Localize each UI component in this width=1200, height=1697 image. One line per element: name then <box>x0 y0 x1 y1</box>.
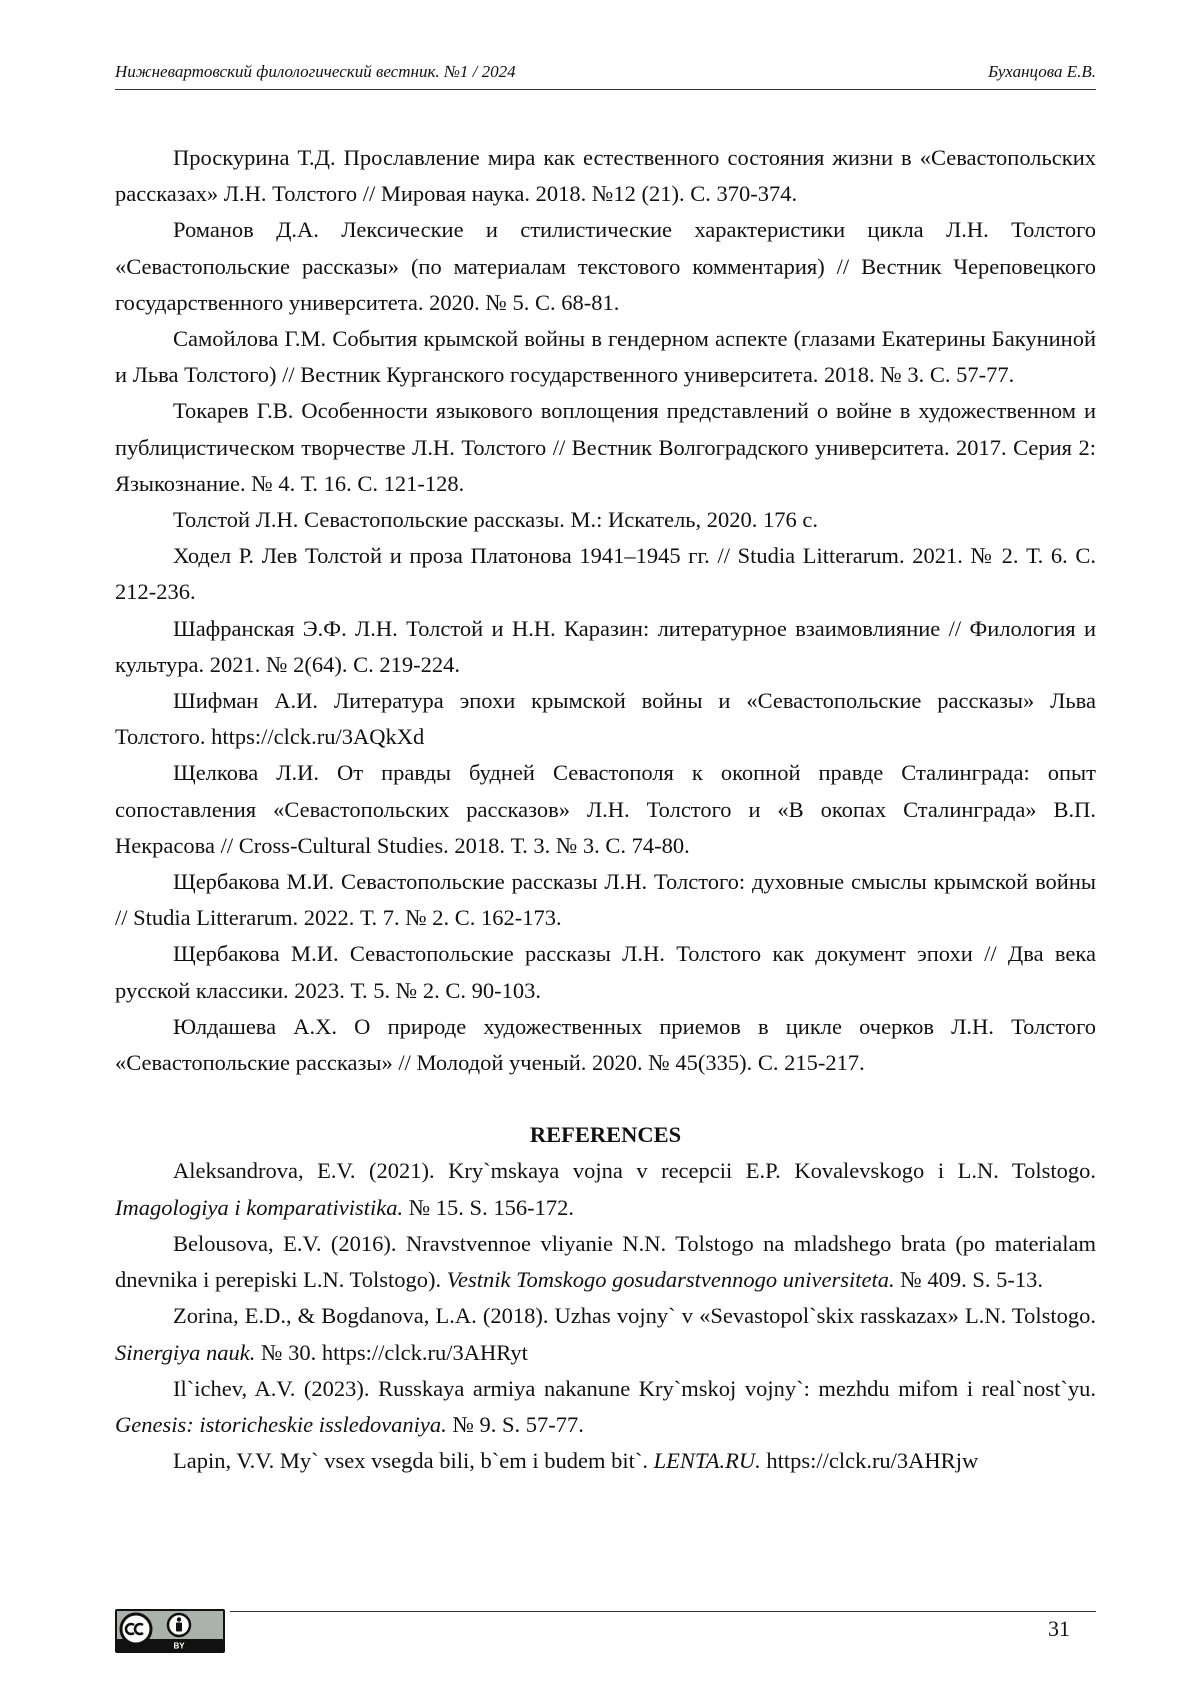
journal-title: Нижневартовский филологический вестник. №1 / 2024 <box>115 62 516 81</box>
entry-text: Lapin, V.V. My` vsex vsegda bili, b`em i budem bit`. <box>173 1448 654 1474</box>
main-content <box>115 140 1096 1479</box>
source-title: Imagologiya i komparativistika. <box>115 1194 404 1220</box>
references-list <box>115 1153 1096 1479</box>
entry-text: Щелкова Л.И. От правды будней Севастополя к окопной правде Сталинграда: опыт сопоставления «Севастопольских рассказов» Л.Н. Толстого и «В окопах Сталинграда» В.П. Некрасова // Cross-Cultural Studies. 2018. Т. 3. № 3. С. 74-80. <box>115 760 1096 858</box>
entry-text: Ходел Р. Лев Толстой и проза Платонова 1941–1945 гг. // Studia Litterarum. 2021. № 2. Т. 6. С. 212-236. <box>115 543 1096 605</box>
reference-entry <box>115 1371 1096 1443</box>
entry-text: Самойлова Г.М. События крымской войны в гендерном аспекте (глазами Екатерины Бакуниной и Льва Толстого) // Вестник Курганского государственного университета. 2018. № 3. С. 57-77. <box>115 326 1096 388</box>
bibliography-entry <box>115 936 1096 1008</box>
bibliography-entry <box>115 321 1096 393</box>
entry-text: № 15. S. 156-172. <box>403 1194 574 1220</box>
entry-text: № 30. https://clck.ru/3AHRyt <box>255 1339 528 1365</box>
author-name: Буханцова Е.В. <box>988 62 1096 81</box>
entry-text: Il`ichev, A.V. (2023). Russkaya armiya nakanune Kry`mskoj vojny`: mezhdu mifom i real`nost`yu. <box>173 1375 1096 1401</box>
entry-text: Aleksandrova, E.V. (2021). Kry`mskaya vojna v recepcii E.P. Kovalevskogo i L.N. Tolstogo. <box>173 1158 1096 1184</box>
entry-text: Проскурина Т.Д. Прославление мира как естественного состояния жизни в «Севастопольских рассказах» Л.Н. Толстого // Мировая наука. 2018. №12 (21). С. 370-374. <box>115 145 1096 207</box>
entry-text: Романов Д.А. Лексические и стилистические характеристики цикла Л.Н. Толстого «Севастопольские рассказы» (по материалам текстового комментария) // Вестник Череповецкого государственного университета. 2020. № 5. С. 68-81. <box>115 217 1096 315</box>
bibliography-entry <box>115 393 1096 502</box>
page-number: 31 <box>1048 1616 1070 1641</box>
reference-entry <box>115 1226 1096 1298</box>
source-title: LENTA.RU. <box>653 1448 761 1474</box>
bibliography-entry <box>115 140 1096 212</box>
references-heading: REFERENCES <box>529 1122 682 1148</box>
entry-text: Шафранская Э.Ф. Л.Н. Толстой и Н.Н. Каразин: литературное взаимовлияние // Филология и культура. 2021. № 2(64). С. 219-224. <box>115 615 1096 677</box>
entry-text: Юлдашева А.Х. О природе художественных приемов в цикле очерков Л.Н. Толстого «Севастопольские рассказы» // Молодой ученый. 2020. № 45(335). С. 215-217. <box>115 1013 1096 1076</box>
running-header <box>115 59 1096 90</box>
entry-text: https://clck.ru/3AHRjw <box>760 1448 979 1474</box>
bibliography-entry <box>115 611 1096 683</box>
entry-text: Zorina, E.D., & Bogdanova, L.A. (2018). Uzhas vojny` v «Sevastopol`skix rasskazax» L.N. Tolstogo. <box>173 1303 1096 1329</box>
bibliography-entry <box>115 212 1096 321</box>
bibliography-entry <box>115 864 1096 936</box>
footer-divider <box>230 1611 1096 1612</box>
license-label: BY <box>173 1641 185 1651</box>
entry-text: Щербакова М.И. Севастопольские рассказы Л.Н. Толстого: духовные смыслы крымской войны // Studia Litterarum. 2022. Т. 7. № 2. С. 162-173. <box>115 869 1096 931</box>
cc-icon <box>121 1614 151 1644</box>
bibliography-entry <box>115 1009 1096 1081</box>
cc-by-license-badge[interactable] <box>115 1609 225 1653</box>
bibliography-entry <box>115 502 1096 538</box>
entry-text: № 409. S. 5-13. <box>894 1267 1043 1293</box>
entry-text: Щербакова М.И. Севастопольские рассказы Л.Н. Толстого как документ эпохи // Два века русской классики. 2023. Т. 5. № 2. С. 90-103. <box>115 941 1096 1003</box>
bibliography-entry <box>115 683 1096 755</box>
bibliography-list <box>115 140 1096 1081</box>
source-title: Vestnik Tomskogo gosudarstvennogo universiteta. <box>446 1267 895 1293</box>
reference-entry <box>115 1298 1096 1370</box>
reference-entry <box>115 1443 1096 1479</box>
reference-entry <box>115 1153 1096 1225</box>
entry-text: Токарев Г.В. Особенности языкового воплощения представлений о войне в художественном и публицистическом творчестве Л.Н. Толстого // Вестник Волгоградского университета. 2017. Серия 2: Языкознание. № 4. Т. 16. С. 121-128. <box>115 398 1096 496</box>
entry-text: Толстой Л.Н. Севастопольские рассказы. М.: Искатель, 2020. 176 с. <box>173 507 819 533</box>
entry-text: Шифман А.И. Литература эпохи крымской войны и «Севастопольские рассказы» Льва Толстого. https://clck.ru/3AQkXd <box>115 688 1096 750</box>
entry-text: Belousova, E.V. (2016). Nravstvennoe vliyanie N.N. Tolstogo na mladshego brata (po materialam dnevnika i perepiski L.N. Tolstogo). <box>115 1230 1096 1293</box>
bibliography-entry <box>115 755 1096 864</box>
source-title: Sinergiya nauk. <box>115 1339 256 1365</box>
source-title: Genesis: istoricheskie issledovaniya. <box>115 1411 447 1437</box>
bibliography-entry <box>115 538 1096 610</box>
entry-text: № 9. S. 57-77. <box>446 1411 584 1437</box>
attribution-icon <box>168 1614 190 1636</box>
